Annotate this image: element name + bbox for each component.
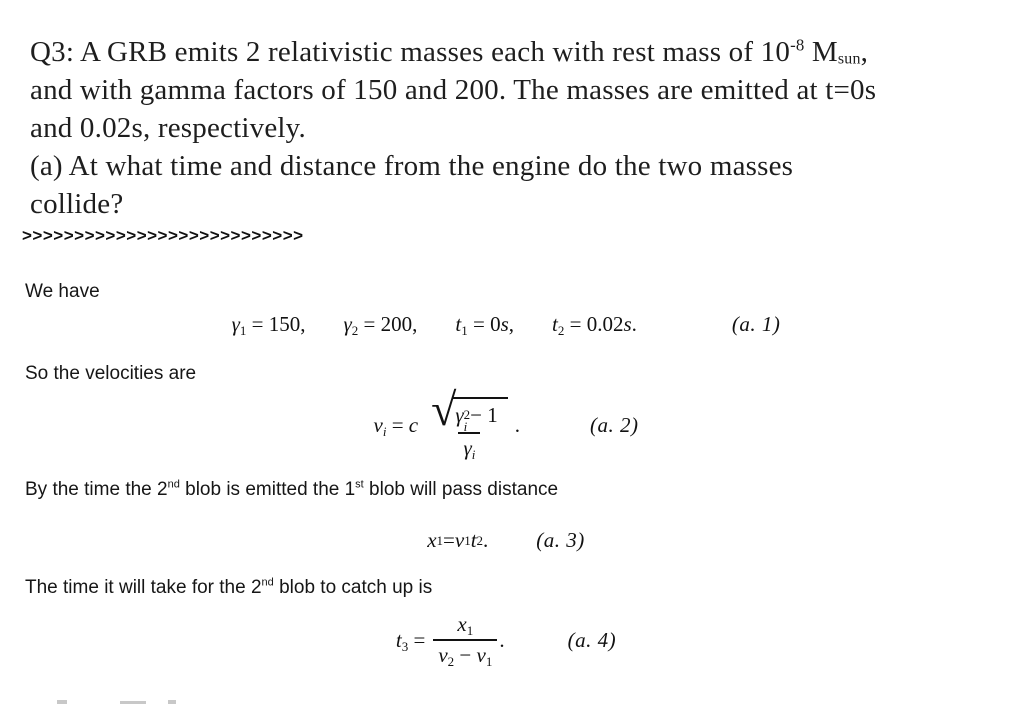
stacked-supsub — [463, 406, 471, 434]
question-line-5: collide? — [30, 188, 124, 220]
equation-a4 — [0, 612, 1012, 668]
math-op: − 1 — [470, 403, 498, 427]
body-text: blob is emitted the 1 — [179, 479, 356, 500]
math-punct: . — [499, 627, 505, 652]
math-sub: 1 — [239, 323, 247, 338]
math-sub: i — [471, 447, 476, 462]
eq-term-t2 — [552, 312, 637, 337]
math-num: 150 — [268, 312, 301, 336]
equation-tag-a4: (a. 4) — [567, 627, 617, 652]
equation-a1-content — [232, 312, 637, 337]
eq-term-gamma2 — [344, 312, 418, 337]
math-sub: 2 — [351, 323, 359, 338]
equation-a3 — [0, 528, 1012, 553]
radicand — [453, 397, 507, 434]
math-var: t — [470, 528, 477, 552]
question-line-4: (a) At what time and distance from the engine do the two masses — [30, 150, 794, 182]
math-op: = — [564, 312, 587, 336]
math-sup: 2 — [463, 406, 471, 422]
question-line-3: and 0.02s, respectively. — [30, 112, 306, 144]
math-var: γ — [455, 403, 464, 427]
math-unit: s — [500, 312, 509, 336]
math-var: γ — [463, 436, 472, 460]
math-sub: 1 — [461, 323, 468, 338]
eq-term-gamma1 — [232, 312, 306, 337]
math-punct: . — [514, 413, 520, 437]
artifact-mark — [168, 700, 176, 704]
fraction — [433, 612, 497, 668]
we-have-text: We have — [25, 281, 100, 302]
math-var: c — [408, 413, 419, 437]
eq4-lhs — [396, 628, 425, 653]
math-sub: i — [382, 424, 387, 439]
math-sub: 2 — [447, 654, 455, 669]
equation-a2 — [0, 384, 1012, 462]
math-var: v — [438, 643, 448, 667]
fraction — [426, 384, 513, 462]
question-text: , — [860, 36, 869, 68]
math-op: = — [358, 312, 381, 336]
question-line-2: and with gamma factors of 150 and 200. The masses are emitted at t=0s — [30, 74, 877, 106]
msun-subscript: sun — [837, 50, 861, 68]
math-var: v — [476, 643, 486, 667]
math-sub: 2 — [557, 323, 565, 338]
artifact-mark — [57, 700, 67, 704]
question-text: M — [804, 36, 838, 68]
fraction-denominator — [458, 432, 480, 461]
math-num: 0 — [490, 312, 501, 336]
math-op: = — [246, 312, 269, 336]
equation-a3-content: x 1 = v 1 t 2 . — [427, 528, 489, 552]
equation-a2-content — [373, 384, 521, 462]
math-op: = — [386, 413, 409, 437]
ordinal-superscript: st — [355, 478, 364, 491]
math-var: γ — [343, 312, 352, 336]
fraction-numerator — [452, 612, 478, 639]
math-punct: , — [412, 312, 418, 336]
math-var: t — [455, 312, 462, 336]
math-punct: , — [300, 312, 306, 336]
math-num: 200 — [380, 312, 413, 336]
math-var: v — [373, 413, 383, 437]
body-text: The time it will take for the 2 — [25, 577, 262, 598]
math-op: − — [454, 643, 477, 667]
math-op: = — [467, 312, 491, 336]
math-punct: , — [508, 312, 514, 336]
math-num: 0.02 — [586, 312, 624, 336]
eq-term-t1 — [455, 312, 514, 337]
math-sub: 1 — [485, 654, 493, 669]
equation-a1 — [0, 312, 1012, 337]
math-var: t — [395, 627, 402, 652]
velocities-text: So the velocities are — [25, 363, 197, 384]
math-punct: . — [483, 528, 489, 552]
body-text: blob will pass distance — [363, 479, 559, 500]
math-var: t — [552, 312, 558, 336]
body-text: By the time the 2 — [25, 479, 168, 500]
question-line-1 — [30, 33, 992, 71]
equation-tag-a3: (a. 3) — [536, 528, 585, 552]
equation-tag-a2: (a. 2) — [590, 413, 639, 437]
math-var: x — [427, 528, 437, 552]
blob-pass-text — [25, 477, 1012, 502]
solution-section — [0, 279, 1012, 668]
fraction-denominator — [433, 639, 497, 668]
ordinal-superscript: nd — [167, 478, 180, 491]
cropped-next-line-artifact — [0, 698, 1012, 704]
radical-sign: √ — [431, 384, 457, 435]
separator-chevrons: >>>>>>>>>>>>>>>>>>>>>>>>>>> — [22, 226, 304, 245]
math-unit: s — [623, 312, 632, 336]
math-var: x — [457, 612, 467, 636]
exponent-superscript: -8 — [790, 35, 805, 55]
catch-up-text — [25, 575, 1012, 600]
body-text: blob to catch up is — [273, 577, 433, 598]
math-op: = — [443, 528, 455, 552]
math-op: = — [408, 627, 426, 652]
ordinal-superscript: nd — [261, 576, 274, 589]
eq2-lhs — [374, 413, 419, 438]
math-var: v — [454, 528, 465, 552]
square-root — [431, 384, 508, 435]
math-sub: i — [463, 418, 468, 434]
equation-a4-content — [396, 612, 505, 668]
equation-tag-a1: (a. 1) — [731, 312, 781, 336]
question-text: Q3: A GRB emits 2 relativistic masses each with rest mass of 10 — [30, 36, 791, 68]
math-sub: 1 — [466, 623, 474, 638]
question-block — [0, 0, 1012, 223]
math-punct: . — [631, 312, 637, 336]
math-sub: 3 — [401, 638, 409, 654]
fraction-numerator — [426, 384, 513, 435]
math-var: γ — [231, 312, 240, 336]
